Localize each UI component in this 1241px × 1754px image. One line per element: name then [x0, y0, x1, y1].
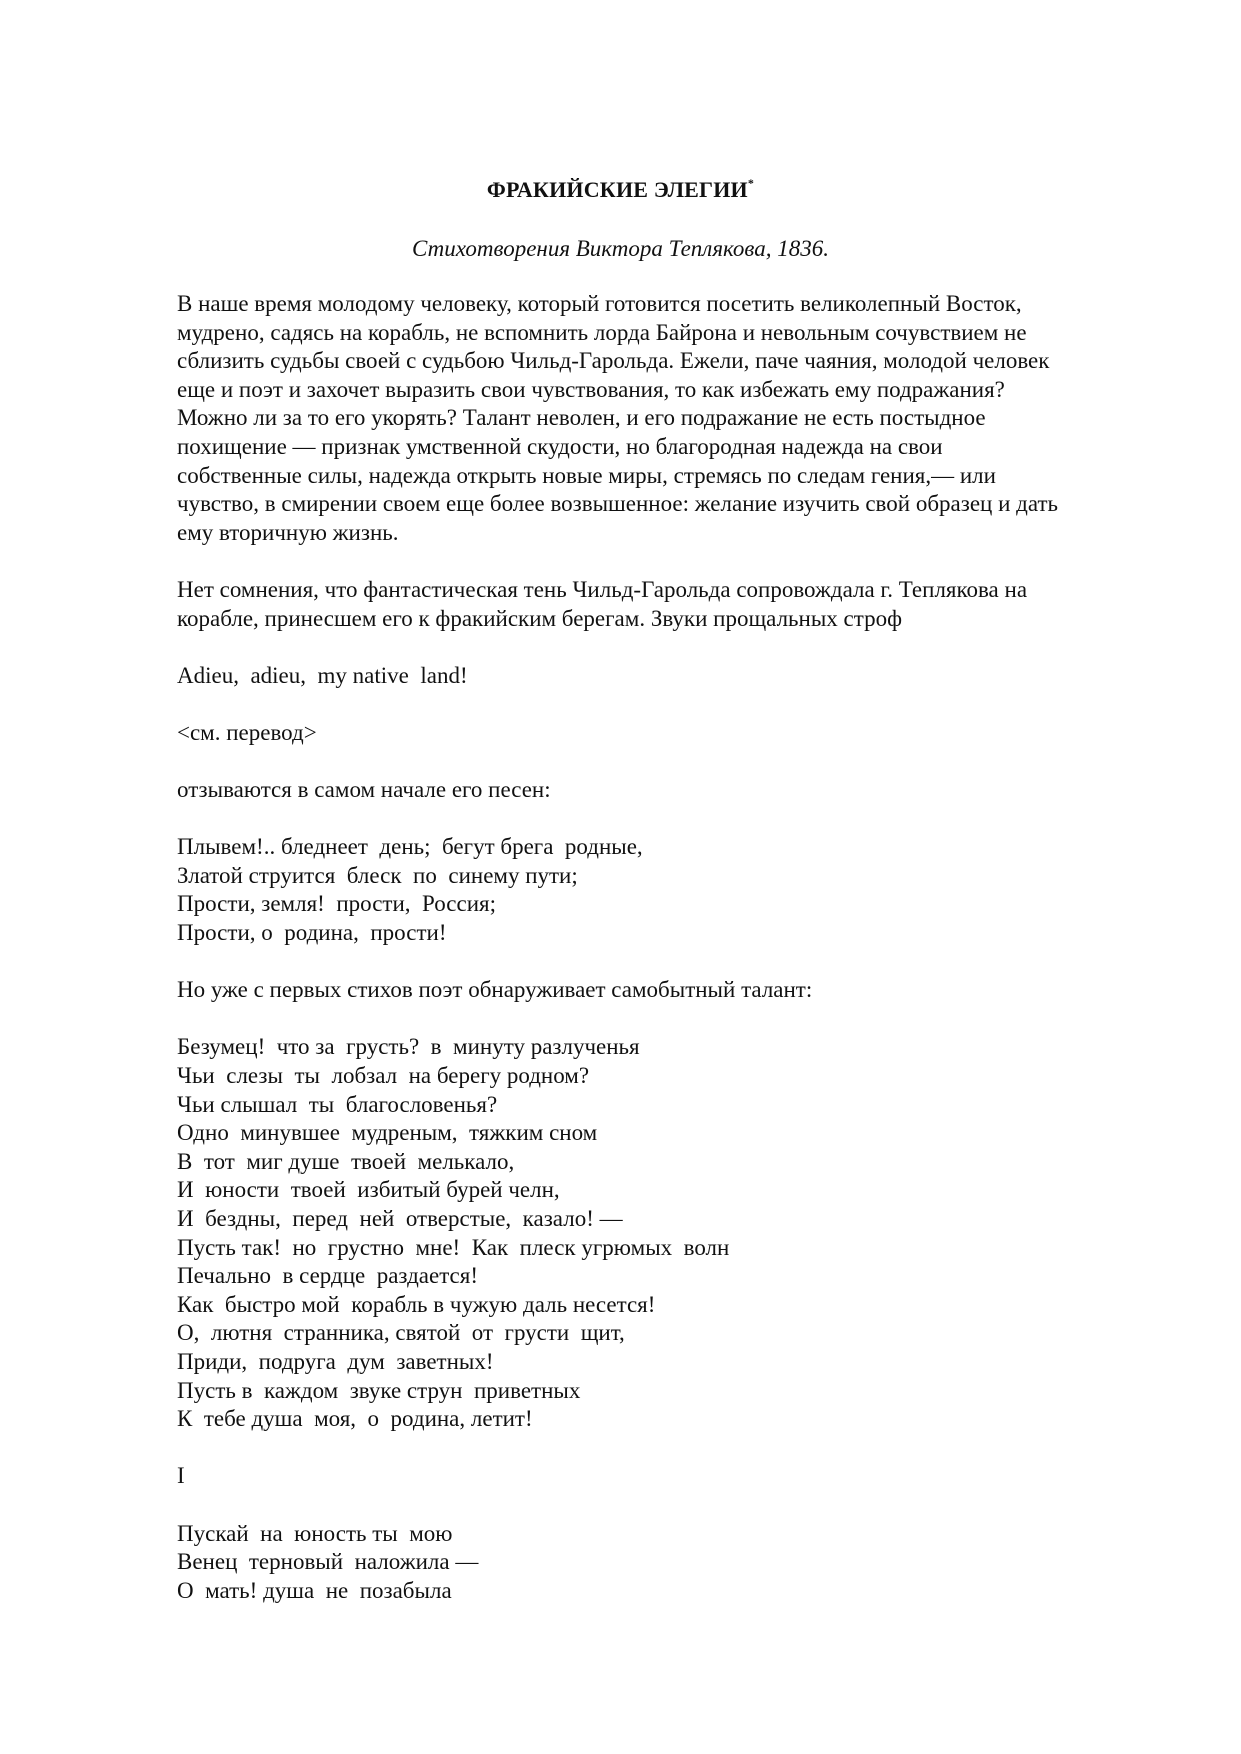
document-subtitle: Стихотворения Виктора Теплякова, 1836.: [412, 236, 829, 261]
verse-line: О мать! душа не позабыла: [177, 1577, 452, 1603]
verse-line: Венец терновый наложила —: [177, 1549, 479, 1575]
document-body: [177, 290, 1147, 1634]
verse-line: Прости, о родина, прости!: [177, 920, 447, 946]
text-line: В наше время молодому человеку, который готовится посетить великолепный Восток,: [177, 291, 1022, 316]
text-line: мудрено, садясь на корабль, не вспомнить лорда Байрона и невольным сочувствием не: [177, 319, 1027, 345]
verse-line: Как быстро мой корабль в чужую даль несется!: [177, 1291, 656, 1317]
footnote-mark: *: [747, 176, 755, 190]
paragraph-childe-harold: [177, 576, 1147, 633]
verse-line: Приди, подруга дум заветных!: [177, 1348, 494, 1374]
stanza-farewell: [177, 833, 1147, 947]
document-title: [0, 176, 1241, 203]
text-line: похищение — признак умственной скудости, но благородная надежда на свои: [177, 433, 943, 459]
english-quote: [177, 662, 1147, 691]
verse-line: И бездны, перед ней отверстые, казало! —: [177, 1206, 623, 1231]
text-line: корабле, принесшем его к фракийским берегам. Звуки прощальных строф: [177, 605, 903, 631]
stanza-youth: [177, 1520, 1147, 1606]
paragraph-intro: [177, 290, 1147, 547]
verse-line: Чьи слышал ты благословенья?: [177, 1091, 498, 1117]
text-line: ему вторичную жизнь.: [177, 519, 399, 545]
verse-line: О, лютня странника, святой от грусти щит,: [177, 1320, 625, 1346]
title-text: ФРАКИЙСКИЕ ЭЛЕГИИ: [486, 177, 748, 202]
verse-line: Чьи слезы ты лобзал на берегу родном?: [177, 1063, 590, 1089]
verse-line: Пусть в каждом звуке струн приветных: [177, 1377, 581, 1403]
talent-sentence: [177, 976, 1147, 1005]
verse-line: И юности твоей избитый бурей челн,: [177, 1177, 560, 1203]
note-line: <см. перевод>: [177, 719, 317, 745]
text-line: Можно ли за то его укорять? Талант неволен, и его подражание не есть постыдное: [177, 405, 986, 431]
verse-line: Пусть так! но грустно мне! Как плеск угрюмых волн: [177, 1234, 730, 1260]
text-line: Нет сомнения, что фантастическая тень Чильд-Гарольда сопровождала г. Теплякова на: [177, 576, 1028, 602]
section-number: I: [177, 1463, 185, 1489]
verse-line: Плывем!.. бледнеет день; бегут брега родные,: [177, 834, 643, 860]
text-line: отзываются в самом начале его песен:: [177, 777, 551, 803]
translation-note: [177, 719, 1147, 748]
verse-line: Печально в сердце раздается!: [177, 1263, 478, 1289]
section-heading: [177, 1462, 1147, 1491]
intro-sentence: [177, 776, 1147, 805]
verse-line: Прости, земля! прости, Россия;: [177, 891, 497, 917]
verse-line: В тот миг душе твоей мелькало,: [177, 1148, 515, 1174]
text-line: собственные силы, надежда открыть новые миры, стремясь по следам гения,— или: [177, 462, 996, 488]
verse-line: Златой струится блеск по синему пути;: [177, 862, 578, 888]
text-line: сблизить судьбы своей с судьбою Чильд-Гарольда. Ежели, паче чаяния, молодой человек: [177, 348, 1050, 374]
verse-line: К тебе душа моя, о родина, летит!: [177, 1406, 533, 1432]
text-line: чувство, в смирении своем еще более возвышенное: желание изучить свой образец и дать: [177, 491, 1058, 517]
text-line: еще и поэт и захочет выразить свои чувствования, то как избежать ему подражания?: [177, 376, 1005, 402]
text-line: Но уже с первых стихов поэт обнаруживает самобытный талант:: [177, 977, 813, 1003]
verse-line: Безумец! что за грусть? в минуту разлученья: [177, 1034, 640, 1060]
verse-line: Пускай на юность ты мою: [177, 1520, 453, 1546]
verse-line: Одно минувшее мудреным, тяжким сном: [177, 1120, 598, 1146]
stanza-madman: [177, 1033, 1147, 1433]
quote-line: Adieu, adieu, my native land!: [177, 662, 468, 688]
